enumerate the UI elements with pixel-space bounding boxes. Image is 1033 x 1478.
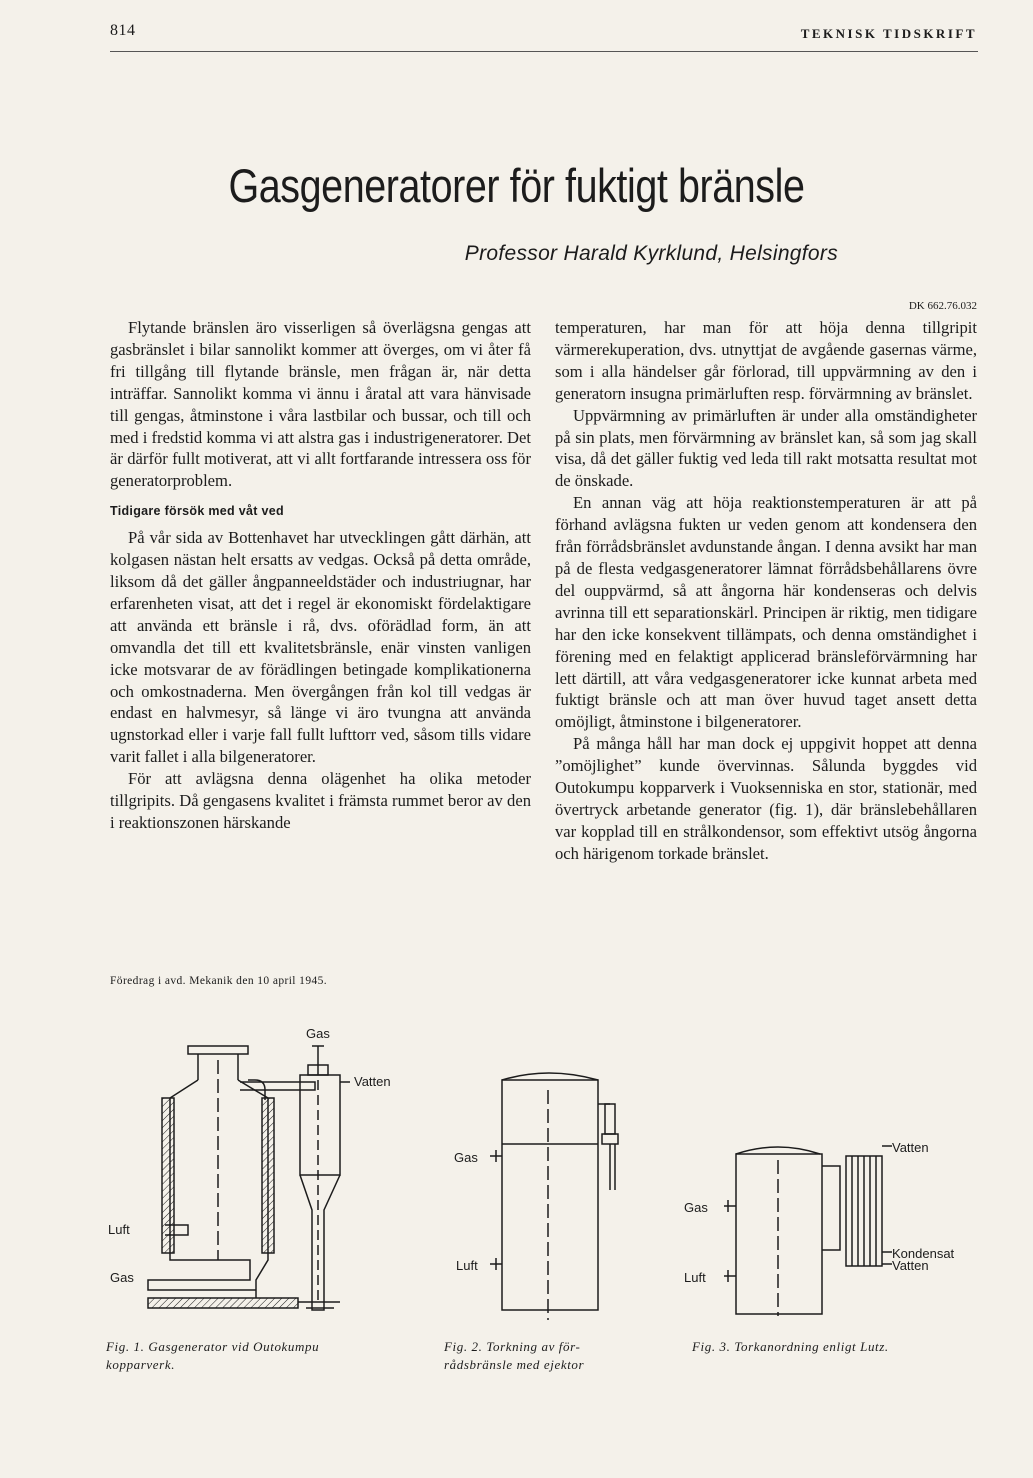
- paragraph: En annan väg att höja reaktionstemperaturen är att på förhand avlägsna fukten ur veden genom att kondensera den från förrådsbränslet avdunstande ångan. I denna avsikt har man på de flesta vedgasgeneratorer lämnat förrådsbehållarens övre del ouppvärmd, så att ångorna här kondenseras och delvis avrinna till ett separationskärl. Principen är riktig, men tidigare har den icke konsekvent tillämpats, och denna omständighet i förening med en felaktigt applicerad bränsleförvärmning har lett därtill, att våra vedgasgeneratorer icke kunnat arbeta med fuktigt bränsle och att man över huvud taget ansett detta omöjligt, åtminstone i bilgeneratorer.: [555, 493, 977, 732]
- caption-line: Fig. 2. Torkning av för-: [444, 1339, 581, 1354]
- fig2-label-gas: Gas: [454, 1150, 478, 1165]
- fig1-label-gas-top: Gas: [306, 1026, 330, 1041]
- page-number: 814: [110, 22, 136, 39]
- caption-line: kopparverk.: [106, 1357, 176, 1372]
- caption-line: rådsbränsle med ejektor: [444, 1357, 585, 1372]
- fig3-label-condensate: Kondensat: [892, 1246, 955, 1261]
- figure-2-caption: [444, 1338, 654, 1374]
- footnote: Föredrag i avd. Mekanik den 10 april 1945.: [110, 975, 328, 987]
- fig3-label-water-bottom: Vatten: [892, 1258, 929, 1273]
- section-subheading: Tidigare försök med våt ved: [110, 504, 284, 519]
- dk-classification: DK 662.76.032: [908, 300, 977, 312]
- paragraph: För att avlägsna denna olägenhet ha olika metoder tillgripits. Då gengasens kvalitet i främsta rummet beror av den i reaktionszonen härskande: [110, 769, 531, 832]
- intro-paragraph: Flytande bränslen äro visserligen så överlägsna gengas att gasbränslet i bilar sannolikt kommer att överges, om vi åter få fri tillgång till flytande bränsle, men frågan är, när detta inträffar. Sannolikt komma vi ännu i åratal att vara hänvisade till gengas, åtminstone i våra lastbilar och bussar, och till och med i fredstid komma vi att alstra gas i industrigeneratorer. Det är därför fullt motiverat, att vi allt fortfarande intressera oss för generatorproblem.: [110, 318, 531, 491]
- figure-3-diagram: [680, 1130, 980, 1320]
- fig1-label-gas-out: Gas: [110, 1270, 134, 1285]
- fig1-label-air: Luft: [108, 1222, 130, 1237]
- figure-1-diagram: [100, 1020, 440, 1320]
- figure-1-caption: [106, 1338, 406, 1374]
- article-author: Professor Harald Kyrklund, Helsingfors: [464, 242, 838, 265]
- figure-3-caption: Fig. 3. Torkanordning enligt Lutz.: [692, 1339, 889, 1354]
- fig3-label-air: Luft: [684, 1270, 706, 1285]
- paragraph: Uppvärmning av primärluften är under alla omständigheter på sin plats, men förvärmning av bränslet kan, så som jag skall visa, då det gäller fuktig ved leda till rakt motsatta resultat mot de önskade.: [555, 405, 977, 491]
- fig1-label-water: Vatten: [354, 1074, 391, 1089]
- fig3-label-gas: Gas: [684, 1200, 708, 1215]
- right-column: [555, 317, 977, 865]
- article-title: Gasgeneratorer för fuktigt bränsle: [228, 159, 805, 212]
- journal-title: TEKNISK TIDSKRIFT: [800, 26, 977, 41]
- header-rule: [110, 51, 978, 52]
- paragraph: temperaturen, har man för att höja denna tillgripit värmerekuperation, dvs. utnyttjat de avgående gasernas värme, som i alla händelser går förlorad, till uppvärmning av den i generatorn insugna primärluften resp. förvärmning av bränslet.: [555, 318, 977, 403]
- fig3-label-water-top: Vatten: [892, 1140, 929, 1155]
- left-column: [110, 317, 531, 834]
- paragraph: På vår sida av Bottenhavet har utvecklingen gått därhän, att kolgasen nästan helt ersatts av vedgas. Också på detta område, liksom då det gäller ångpanneeldstäder och industriugnar, har erfarenheten visat, att det i regel är ekonomiskt fördelaktigare att använda ett bränsle i rå, dvs. oförädlad form, än att omvandla det till ett kvalitetsbränsle, enär vinsten vanligen icke motsvarar de av förädlingen betingade komplikationerna och omkostnaderna. Men övergången från kol till vedgas är endast en halvmesyr, så länge vi äro tvungna att använda ugnstorkad eller i varje fall fullt lufttorr ved, såsom tills vidare varit fallet i alla bilgeneratorer.: [110, 528, 531, 767]
- figure-2-diagram: [450, 1060, 650, 1320]
- caption-line: Fig. 1. Gasgenerator vid Outokumpu: [106, 1339, 320, 1354]
- paragraph: På många håll har man dock ej uppgivit hoppet att denna ”omöjlighet” kunde övervinnas. Sålunda byggdes vid Outokumpu kopparverk i Vuoksenniska en stor, stationär, med övertryck arbetande generator (fig. 1), där bränslebehållaren var kopplad till en strålkondensor, som effektivt utsög ångorna och härigenom torkade bränslet.: [555, 734, 977, 863]
- fig2-label-air: Luft: [456, 1258, 478, 1273]
